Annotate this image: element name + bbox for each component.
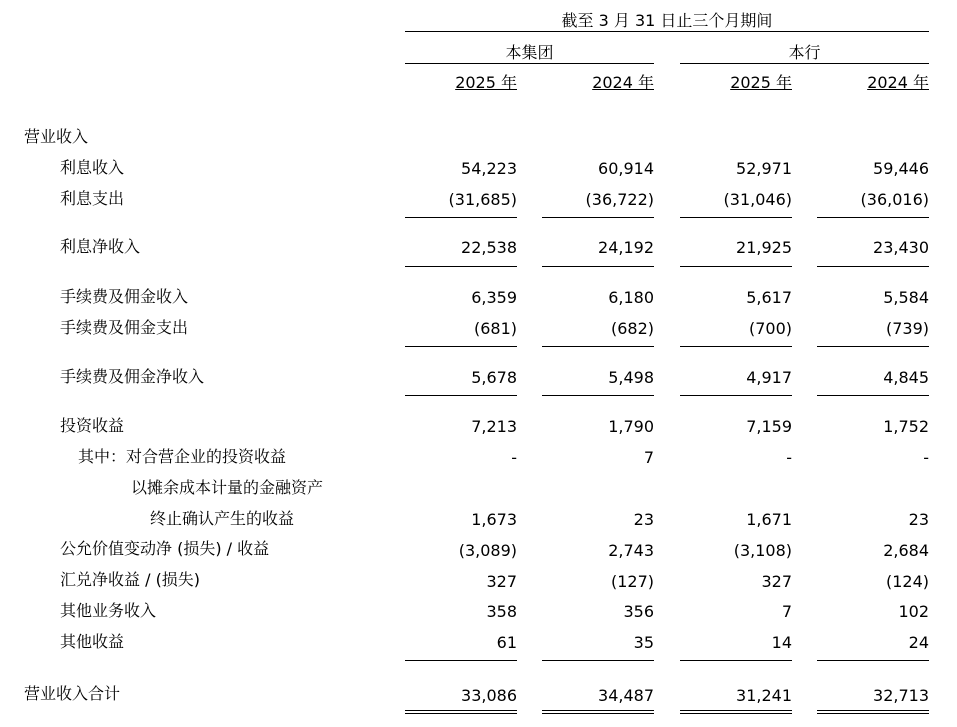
cell: 2,684 [883,541,929,560]
cell: 14 [771,633,792,652]
row-label-interest-income: 利息收入 [60,158,125,177]
subtotal-rule [817,266,929,267]
cell: 327 [761,572,792,591]
row-label-interest-expense: 利息支出 [60,189,125,208]
cell: 24,192 [598,238,654,257]
subtotal-rule [680,266,792,267]
cell: 31,241 [736,686,792,705]
cell: 102 [898,602,929,621]
cell: (31,685) [448,190,517,209]
cell: 358 [486,602,517,621]
cell: (31,046) [723,190,792,209]
cell: 6,359 [471,288,517,307]
row-label-other-income: 其他收益 [60,632,125,651]
year-header-2: 2024 年 [592,73,654,92]
subtotal-rule [817,660,929,661]
subtotal-rule [405,346,517,347]
cell: 1,790 [608,417,654,436]
row-label-jv-income: 其中：对合营企业的投资收益 [78,447,287,466]
subtotal-rule [405,217,517,218]
cell: 7 [781,602,792,621]
row-label-amortized-assets: 以摊余成本计量的金融资产 [131,478,324,497]
cell: 61 [496,633,517,652]
subtotal-rule [680,660,792,661]
row-label-net-fee-income: 手续费及佣金净收入 [60,367,205,386]
total-rule [817,710,929,711]
row-label-net-interest-income: 利息净收入 [60,237,141,256]
subtotal-rule [542,346,654,347]
row-label-operating-income: 营业收入 [24,127,89,146]
row-label-derecognition-gain: 终止确认产生的收益 [150,509,295,528]
subtotal-rule [680,217,792,218]
cell: 23 [908,510,929,529]
cell: 5,678 [471,368,517,387]
cell: 5,584 [883,288,929,307]
group-header: 本集团 [505,43,554,62]
cell: 1,752 [883,417,929,436]
cell: - [511,448,517,467]
cell: - [923,448,929,467]
period-header: 截至 3 月 31 日止三个月期间 [561,11,773,30]
subtotal-rule [680,346,792,347]
cell: 327 [486,572,517,591]
cell: (681) [473,319,517,338]
year-header-4: 2024 年 [867,73,929,92]
total-rule [405,710,517,711]
cell: - [786,448,792,467]
cell: 5,498 [608,368,654,387]
total-rule [817,713,929,714]
bank-rule [680,63,929,64]
subtotal-rule [542,217,654,218]
subtotal-rule [680,395,792,396]
cell: (3,089) [458,541,517,560]
year-header-3: 2025 年 [730,73,792,92]
cell: 2,743 [608,541,654,560]
row-label-investment-income: 投资收益 [60,416,125,435]
cell: (3,108) [733,541,792,560]
subtotal-rule [817,346,929,347]
cell: 59,446 [873,159,929,178]
cell: 60,914 [598,159,654,178]
cell: 356 [623,602,654,621]
cell: 7,213 [471,417,517,436]
cell: 7,159 [746,417,792,436]
row-label-fee-income: 手续费及佣金收入 [60,287,189,306]
row-label-fx-gain: 汇兑净收益 / (损失) [60,570,201,589]
subtotal-rule [817,217,929,218]
cell: 1,671 [746,510,792,529]
cell: 52,971 [736,159,792,178]
cell: (127) [610,572,654,591]
cell: 4,845 [883,368,929,387]
cell: (36,016) [860,190,929,209]
cell: 22,538 [461,238,517,257]
cell: 21,925 [736,238,792,257]
cell: 4,917 [746,368,792,387]
total-rule [542,710,654,711]
total-rule [680,713,792,714]
subtotal-rule [542,660,654,661]
row-label-fee-expense: 手续费及佣金支出 [60,318,189,337]
cell: 33,086 [461,686,517,705]
subtotal-rule [817,395,929,396]
cell: (739) [885,319,929,338]
cell: (700) [748,319,792,338]
year-header-1: 2025 年 [455,73,517,92]
row-label-total: 营业收入合计 [24,684,121,703]
header-rule [405,31,929,32]
subtotal-rule [405,395,517,396]
total-rule [680,710,792,711]
cell: 6,180 [608,288,654,307]
cell: (36,722) [585,190,654,209]
cell: (124) [885,572,929,591]
cell: (682) [610,319,654,338]
group-rule [405,63,654,64]
cell: 32,713 [873,686,929,705]
subtotal-rule [542,395,654,396]
cell: 54,223 [461,159,517,178]
subtotal-rule [542,266,654,267]
bank-header: 本行 [788,43,821,62]
cell: 34,487 [598,686,654,705]
row-label-other-business: 其他业务收入 [60,601,157,620]
total-rule [542,713,654,714]
cell: 7 [643,448,654,467]
total-rule [405,713,517,714]
cell: 23 [633,510,654,529]
cell: 24 [908,633,929,652]
subtotal-rule [405,266,517,267]
cell: 5,617 [746,288,792,307]
cell: 23,430 [873,238,929,257]
subtotal-rule [405,660,517,661]
cell: 35 [633,633,654,652]
cell: 1,673 [471,510,517,529]
row-label-fair-value: 公允价值变动净 (损失) / 收益 [60,539,270,558]
